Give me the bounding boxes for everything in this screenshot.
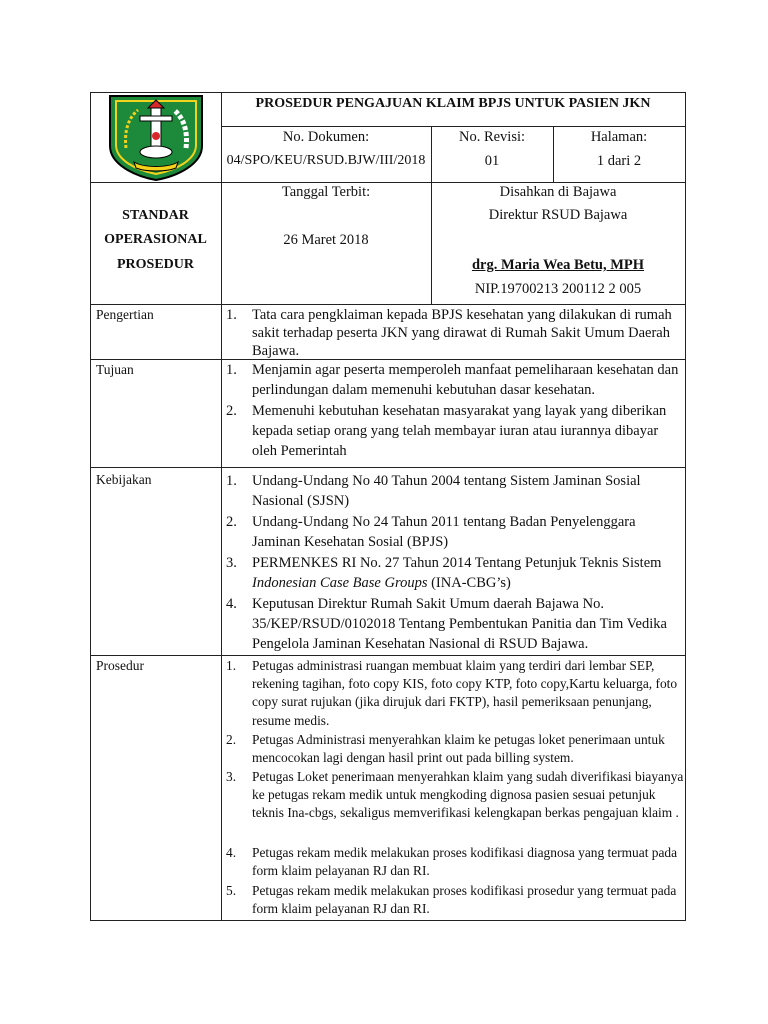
kebijakan-label: Kebijakan — [96, 472, 152, 487]
list-item: 1. Petugas administrasi ruangan membuat klaim yang terdiri dari lembar SEP, rekening tagihan, foto copy KIS, foto copy KTP, foto copy,Kartu keluarga, foto copy surat rujukan (jika dirujuk dari FKTP), hasil pemeriksaan penunjang, resume medis. — [226, 658, 678, 728]
director-nip: NIP.19700213 200112 2 005 — [474, 281, 642, 297]
no-dokumen-label: No. Dokumen: — [282, 129, 370, 145]
tanggal-terbit-label: Tanggal Terbit: — [281, 184, 371, 200]
pengertian-label: Pengertian — [96, 307, 154, 322]
tanggal-terbit-value: 26 Maret 2018 — [283, 232, 369, 248]
tujuan-label: Tujuan — [96, 362, 134, 377]
list-item: 5. Petugas rekam medik melakukan proses kodifikasi prosedur yang termuat pada form klaim pelayanan RJ dan RI. — [226, 883, 677, 917]
list-item: 4. Keputusan Direktur Rumah Sakit Umum daerah Bajawa No. 35/KEP/RSUD/0102018 Tentang Pembentukan Panitia dan Tim Vedika Pengelola Jaminan Kesehatan Nasional di RSUD Bajawa. — [226, 596, 667, 652]
list-item: 4. Petugas rekam medik melakukan proses kodifikasi diagnosa yang termuat pada form klaim pelayanan RJ dan RI. — [226, 845, 678, 879]
sop-title-line2: OPERASIONAL — [104, 232, 207, 247]
no-dokumen-value: 04/SPO/KEU/RSUD.BJW/III/2018 — [226, 153, 426, 168]
border-right — [685, 92, 686, 921]
list-item: 1. Undang-Undang No 40 Tahun 2004 tentang Sistem Jaminan Sosial Nasional (SJSN) — [226, 473, 641, 509]
sop-title-line3: PROSEDUR — [116, 257, 194, 272]
no-revisi-label: No. Revisi: — [458, 129, 526, 145]
halaman-label: Halaman: — [590, 129, 648, 145]
list-item: 3. Petugas Loket penerimaan menyerahkan klaim yang sudah diverifikasi biayanya ke petugas rekam medik untuk mengkoding dignosa pasien sesuai petunjuk teknis Ina-cbgs, sekaligus memverifikasi kelengkapan berkas pengajuan klaim . — [226, 769, 684, 821]
list-item: 2. Undang-Undang No 24 Tahun 2011 tentang Badan Penyelenggara Jaminan Kesehatan Sosial (BPJS) — [226, 514, 636, 550]
direktur-text: Direktur RSUD Bajawa — [488, 207, 628, 223]
border-kebijakan-bottom — [90, 655, 685, 656]
list-item: 1. Tata cara pengklaiman kepada BPJS kesehatan yang dilakukan di rumah sakit terhadap peserta JKN yang dirawat di Rumah Sakit Umum Daerah Bajawa. — [226, 307, 672, 359]
halaman-value: 1 dari 2 — [596, 153, 642, 169]
border-sop-bottom — [90, 304, 685, 305]
ngada-emblem-icon — [104, 92, 208, 182]
list-item: 1. Menjamin agar peserta memperoleh manfaat pemeliharaan kesehatan dan perlindungan dalam memenuhi kebutuhan dasar kesehatan. — [226, 362, 679, 398]
list-item: 3. PERMENKES RI No. 27 Tahun 2014 Tentang Petunjuk Teknis Sistem Indonesian Case Base Groups (INA-CBG’s) — [226, 555, 662, 591]
list-item: 2. Petugas Administrasi menyerahkan klaim ke petugas loket penerimaan untuk mencocokan lagi dengan hasil print out pada billing system. — [226, 732, 665, 766]
sop-title-line1: STANDAR — [122, 208, 189, 223]
border-header-mid — [221, 126, 685, 127]
border-tujuan-bottom — [90, 467, 685, 468]
list-item: 2. Memenuhi kebutuhan kesehatan masyarakat yang layak yang diberikan kepada setiap orang yang telah membayar iuran atau iurannya dibayar oleh Pemerintah — [226, 403, 667, 459]
prosedur-label: Prosedur — [96, 658, 144, 673]
disahkan-text: Disahkan di Bajawa — [499, 184, 617, 200]
document-title: PROSEDUR PENGAJUAN KLAIM BPJS UNTUK PASIEN JKN — [255, 96, 651, 111]
director-name: drg. Maria Wea Betu, MPH — [471, 257, 645, 273]
border-bottom — [90, 920, 685, 921]
no-revisi-value: 01 — [484, 153, 500, 169]
border-col-divider — [221, 92, 222, 921]
